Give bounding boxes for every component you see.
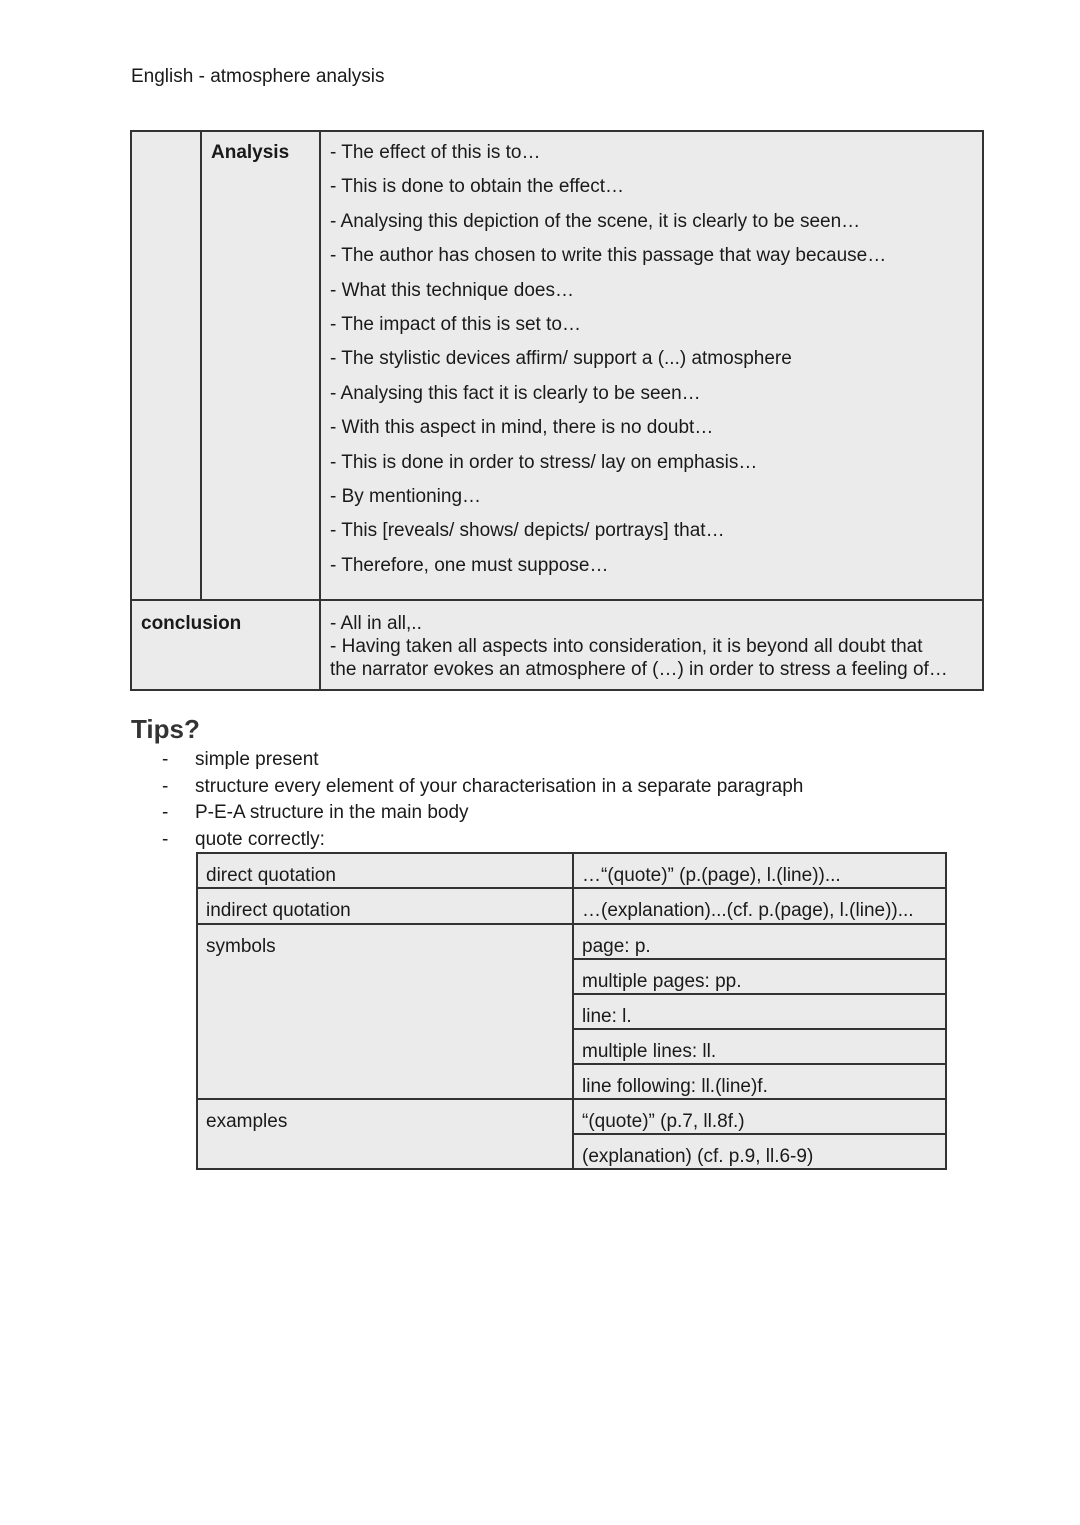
phrase-item: - Analysing this depiction of the scene, it is clearly to be seen… bbox=[330, 210, 861, 232]
indirect-quotation-value: …(explanation)...(cf. p.(page), l.(line))... bbox=[573, 888, 946, 924]
phrase-item: - This [reveals/ shows/ depicts/ portrays] that… bbox=[330, 520, 725, 542]
example-value: (explanation) (cf. p.9, ll.6-9) bbox=[573, 1134, 946, 1169]
conclusion-line: - All in all,.. bbox=[330, 613, 422, 635]
tip-text: quote correctly: bbox=[195, 828, 325, 850]
tips-list bbox=[162, 748, 803, 854]
phrase-item: - The author has chosen to write this passage that way because… bbox=[330, 245, 887, 267]
analysis-phrases bbox=[320, 131, 983, 600]
empty-cell bbox=[131, 131, 201, 600]
direct-quotation-value: …“(quote)” (p.(page), l.(line))... bbox=[573, 853, 946, 888]
tip-text: P-E-A structure in the main body bbox=[195, 802, 469, 823]
bullet-dash: - bbox=[162, 802, 169, 823]
table-row bbox=[197, 1099, 946, 1134]
direct-quotation-label: direct quotation bbox=[197, 853, 573, 888]
bullet-dash: - bbox=[162, 775, 169, 797]
tip-item bbox=[162, 775, 803, 802]
conclusion-line: the narrator evokes an atmosphere of (…) in order to stress a feeling of… bbox=[330, 659, 948, 681]
symbol-value: multiple lines: ll. bbox=[573, 1029, 946, 1064]
phrase-item: - This is done to obtain the effect… bbox=[330, 176, 624, 198]
tip-item bbox=[162, 748, 803, 775]
phrase-item: - Therefore, one must suppose… bbox=[330, 554, 609, 576]
phrase-item: - The impact of this is set to… bbox=[330, 313, 581, 335]
symbol-value: page: p. bbox=[573, 924, 946, 959]
conclusion-line: - Having taken all aspects into consideration, it is beyond all doubt that bbox=[330, 636, 923, 658]
phrase-item: - Analysing this fact it is clearly to be seen… bbox=[330, 382, 701, 404]
table-row bbox=[197, 853, 946, 888]
phrase-item: - With this aspect in mind, there is no doubt… bbox=[330, 417, 714, 439]
phrase-item: - The stylistic devices affirm/ support a (...) atmosphere bbox=[330, 348, 792, 370]
examples-label: examples bbox=[197, 1099, 573, 1169]
tip-text: simple present bbox=[195, 749, 319, 770]
tip-item bbox=[162, 801, 803, 828]
quotation-table bbox=[196, 852, 947, 1170]
table-row bbox=[197, 888, 946, 924]
tips-heading: Tips? bbox=[131, 714, 200, 744]
indirect-quotation-label: indirect quotation bbox=[197, 888, 573, 924]
phrase-item: - By mentioning… bbox=[330, 485, 482, 507]
analysis-row bbox=[131, 131, 983, 600]
conclusion-label: conclusion bbox=[131, 600, 320, 690]
table-row bbox=[197, 924, 946, 959]
tip-item bbox=[162, 828, 803, 855]
bullet-dash: - bbox=[162, 828, 169, 850]
phrase-item: - The effect of this is to… bbox=[330, 142, 541, 163]
conclusion-text bbox=[320, 600, 983, 690]
symbol-value: multiple pages: pp. bbox=[573, 959, 946, 994]
symbols-label: symbols bbox=[197, 924, 573, 1099]
example-value: “(quote)” (p.7, ll.8f.) bbox=[573, 1099, 946, 1134]
phrase-item: - What this technique does… bbox=[330, 279, 574, 301]
analysis-table bbox=[130, 130, 984, 691]
tip-text: structure every element of your characterisation in a separate paragraph bbox=[195, 775, 804, 797]
conclusion-row bbox=[131, 600, 983, 690]
page-title: English - atmosphere analysis bbox=[131, 66, 385, 87]
analysis-label: Analysis bbox=[201, 131, 320, 600]
bullet-dash: - bbox=[162, 749, 169, 770]
phrase-item: - This is done in order to stress/ lay on emphasis… bbox=[330, 451, 758, 473]
symbol-value: line following: ll.(line)f. bbox=[573, 1064, 946, 1099]
symbol-value: line: l. bbox=[573, 994, 946, 1029]
